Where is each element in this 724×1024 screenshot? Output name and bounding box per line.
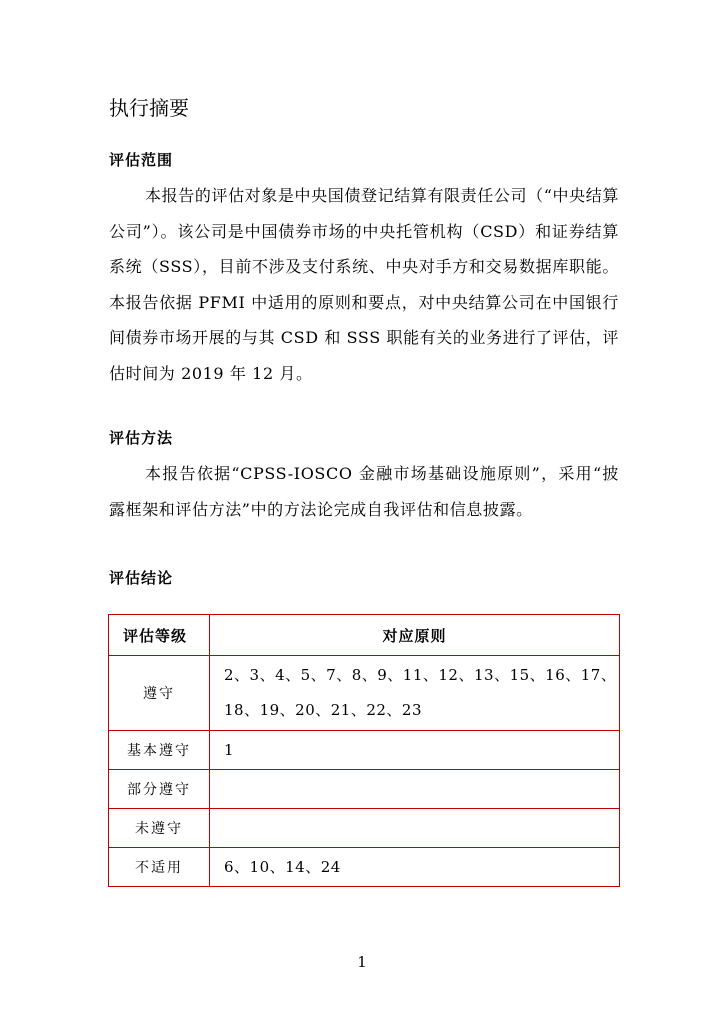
section-heading-method: 评估方法 [109, 429, 174, 447]
table-row [109, 656, 620, 731]
assessment-table [108, 614, 620, 887]
section-paragraph-scope: 本报告的评估对象是中央国债登记结算有限责任公司（“中央结算公司”）。该公司是中国债券市场的中央托管机构（CSD）和证券结算系统（SSS），目前不涉及支付系统、中央对手方和交易数据库职能。本报告依据 PFMI 中适用的原则和要点，对中央结算公司在中国银行间债券市场开展的与其 CSD 和 SSS 职能有关的业务进行了评估，评估时间为 2019 年 12 月。 [109, 186, 619, 383]
table-row [109, 770, 620, 809]
header-principles: 对应原则 [210, 615, 620, 656]
principles-cell [210, 809, 620, 848]
header-assessment-level: 评估等级 [109, 615, 210, 656]
page-title: 执行摘要 [109, 96, 189, 120]
principles-cell: 1 [210, 731, 620, 770]
principles-cell [210, 770, 620, 809]
assessment-level-cell: 基本遵守 [109, 731, 210, 770]
table-row [109, 809, 620, 848]
principles-cell: 2、3、4、5、7、8、9、11、12、13、15、16、17、18、19、20、21、22、23 [210, 656, 620, 731]
section-heading-conclusion: 评估结论 [109, 569, 174, 587]
section-paragraph-method: 本报告依据“CPSS-IOSCO 金融市场基础设施原则”，采用“披露框架和评估方法”中的方法论完成自我评估和信息披露。 [109, 464, 619, 519]
page-number: 1 [357, 953, 367, 971]
section-heading-scope: 评估范围 [109, 151, 174, 169]
assessment-level-cell: 不适用 [109, 848, 210, 887]
assessment-level-cell: 未遵守 [109, 809, 210, 848]
principles-cell: 6、10、14、24 [210, 848, 620, 887]
table-row [109, 731, 620, 770]
table-row [109, 848, 620, 887]
assessment-level-cell: 遵守 [109, 656, 210, 731]
table-header-row [109, 615, 620, 656]
assessment-level-cell: 部分遵守 [109, 770, 210, 809]
